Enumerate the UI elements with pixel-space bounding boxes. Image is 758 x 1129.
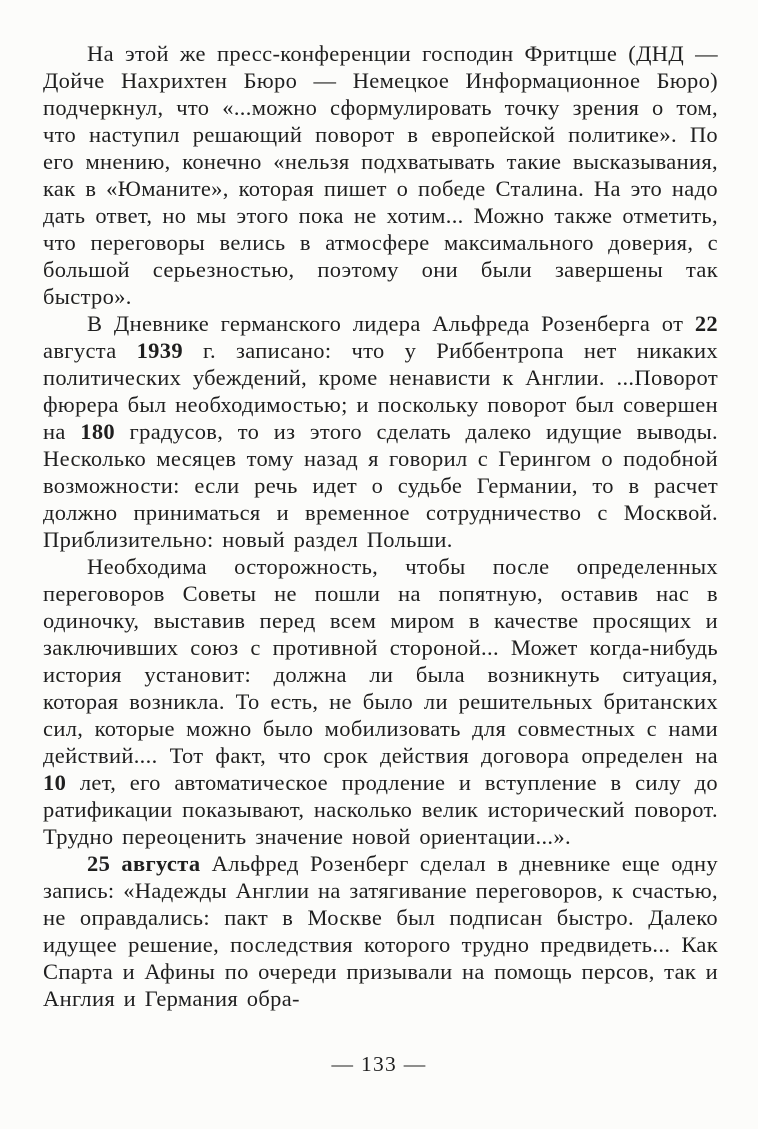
bold-text-run: 22 (694, 311, 718, 336)
paragraph-press-conference (43, 40, 718, 310)
text-run: Альфред Розенберг сделал в дневнике еще одну запись: «Надежды Англии на затягивание переговоров, к счастью, не оправдались: пакт в Москве был подписан быстро. Далеко идущее решение, последствия которого трудно предвидеть... Как Спарта и Афины по очереди призывали на помощь персов, так и Англия и Германия обра- (43, 851, 718, 1011)
bold-text-run: 25 августа (87, 851, 201, 876)
bold-text-run: 10 (43, 770, 67, 795)
text-run: Необходима осторожность, чтобы после определенных переговоров Советы не пошли на попятную, оставив нас в одиночку, выставив перед всем миром в качестве просящих и заключивших союз с противной стороной... Может когда-нибудь история установит: должна ли была возникнуть ситуация, которая возникла. То есть, не было ли решительных британских сил, которые можно было мобилизовать для совместных с нами действий.... Тот факт, что срок действия договора определен на (43, 554, 718, 768)
bold-text-run: 1939 (136, 338, 183, 363)
text-run: г. записано: что у Риббентропа нет никаких политических убеждений, кроме ненависти к Англии. ...Поворот фюрера был необходимостью; и поскольку поворот был совершен на (43, 338, 718, 444)
text-run: августа (43, 338, 137, 363)
text-run: На этой же пресс-конференции господин Фритцше (ДНД — Дойче Нахрихтен Бюро — Немецкое Информационное Бюро) подчеркнул, что «...можно сформулировать точку зрения о том, что наступил решающий поворот в европейской политике». По его мнению, конечно «нельзя подхватывать такие высказывания, как в «Юманите», которая пишет о победе Сталина. На это надо дать ответ, но мы этого пока не хотим... Можно также отметить, что переговоры велись в атмосфере максимального доверия, с большой серьезностью, поэтому они были завершены так быстро». (43, 41, 718, 309)
paragraph-caution (43, 553, 718, 850)
page-number: — 133 — (331, 1052, 427, 1076)
paragraph-rosenberg-diary-22-august (43, 310, 718, 553)
text-run: градусов, то из этого сделать далеко идущие выводы. Несколько месяцев тому назад я говорил с Герингом о подобной возможности: если речь идет о судьбе Германии, то в расчет должно приниматься и временное сотрудничество с Москвой. Приблизительно: новый раздел Польши. (43, 419, 718, 552)
text-run: лет, его автоматическое продление и вступление в силу до ратификации показывают, насколько велик исторический поворот. Трудно переоценить значение новой ориентации...». (43, 770, 718, 849)
bold-text-run: 180 (80, 419, 116, 444)
text-run: В Дневнике германского лидера Альфреда Розенберга от (87, 311, 695, 336)
page-text (43, 40, 718, 1012)
paragraph-rosenberg-diary-25-august (43, 850, 718, 1012)
